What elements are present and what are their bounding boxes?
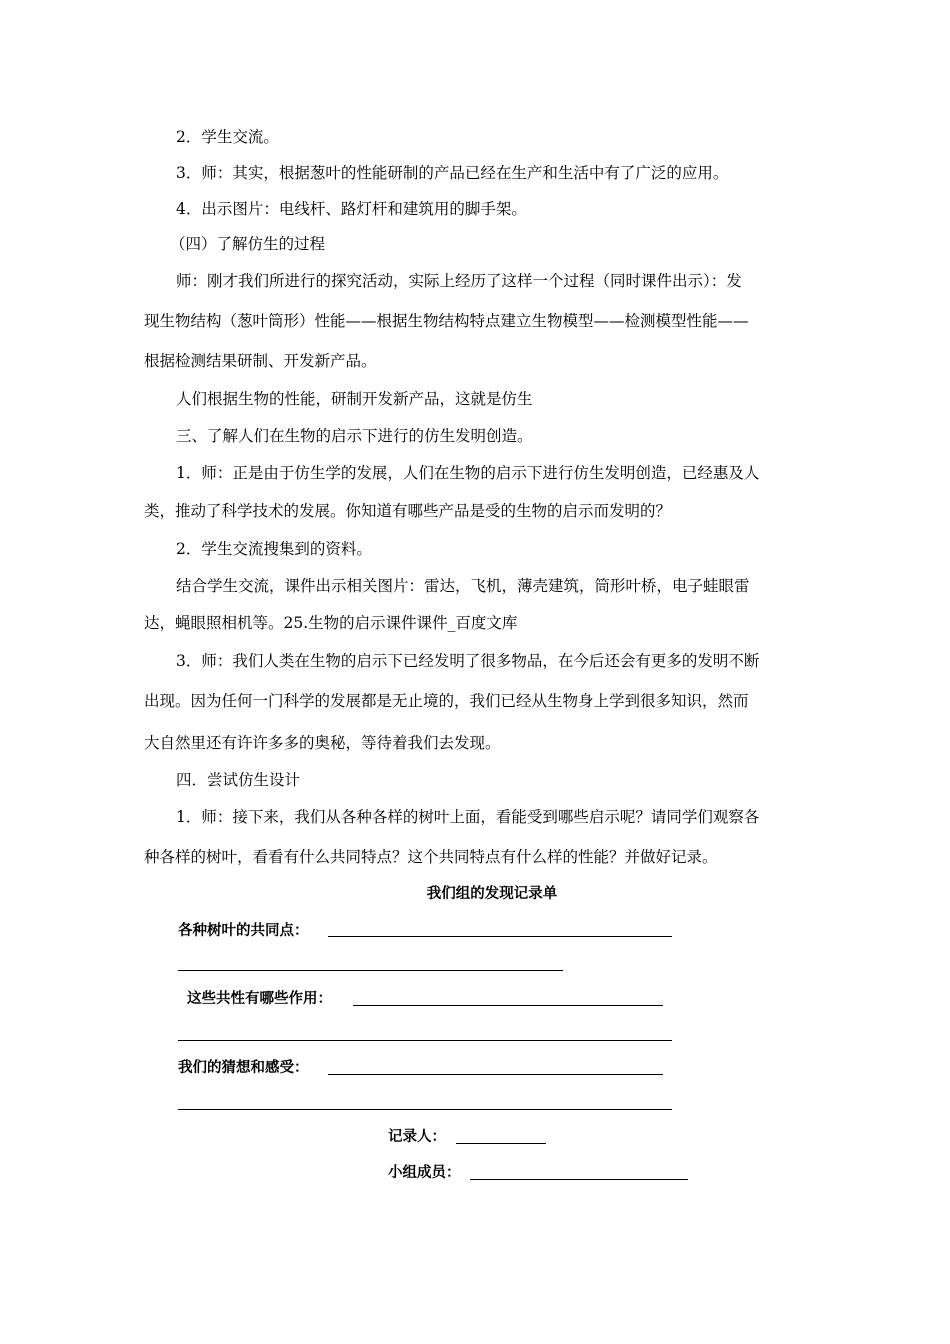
members-field[interactable] xyxy=(470,1179,688,1180)
functions-label: 这些共性有哪些作用： xyxy=(187,991,332,1007)
section-heading-bionic-process: （四）了解仿生的过程 xyxy=(170,235,326,253)
paragraph-teacher-leaves-line1: 1．师：接下来，我们从各种各样的树叶上面，看能受到哪些启示呢？请同学们观察各 xyxy=(176,808,760,826)
functions-field-line2[interactable] xyxy=(178,1040,672,1041)
paragraph-teacher-application: 3．师：其实，根据葱叶的性能研制的产品已经在生产和生活中有了广泛的应用。 xyxy=(176,164,729,182)
paragraph-teacher-inventions-line2: 出现。因为任何一门科学的发展都是无止境的，我们已经从生物身上学到很多知识，然而 xyxy=(144,692,749,710)
guess-field[interactable] xyxy=(328,1074,663,1075)
guess-label: 我们的猜想和感受： xyxy=(178,1060,309,1076)
paragraph-process-line3: 根据检测结果研制、开发新产品。 xyxy=(144,352,377,370)
common-points-field[interactable] xyxy=(328,936,672,937)
members-label: 小组成员： xyxy=(388,1165,461,1181)
paragraph-teacher-bionics-line2: 类，推动了科学技术的发展。你知道有哪些产品是受的生物的启示而发明的？ xyxy=(144,502,672,520)
guess-field-line2[interactable] xyxy=(178,1109,672,1110)
recorder-field[interactable] xyxy=(456,1143,546,1144)
paragraph-student-exchange: 2．学生交流。 xyxy=(176,128,279,146)
paragraph-show-pictures: 4．出示图片：电线杆、路灯杆和建筑用的脚手架。 xyxy=(176,200,527,218)
common-points-label: 各种树叶的共同点： xyxy=(178,923,309,939)
paragraph-courseware-line1: 结合学生交流，课件出示相关图片：雷达，飞机，薄壳建筑，筒形叶桥，电子蛙眼雷 xyxy=(176,577,750,595)
recorder-label: 记录人： xyxy=(388,1129,446,1145)
paragraph-teacher-leaves-line2: 种各样的树叶，看看有什么共同特点？这个共同特点有什么样的性能？并做好记录。 xyxy=(144,848,718,866)
paragraph-bionic-definition: 人们根据生物的性能，研制开发新产品，这就是仿生 xyxy=(176,390,533,408)
paragraph-student-materials: 2．学生交流搜集到的资料。 xyxy=(176,540,372,558)
paragraph-process-line2: 现生物结构（葱叶筒形）性能——根据生物结构特点建立生物模型——检测模型性能—— xyxy=(144,312,749,330)
paragraph-teacher-inventions-line1: 3．师：我们人类在生物的启示下已经发明了很多物品，在今后还会有更多的发明不断 xyxy=(176,652,760,670)
common-points-field-line2[interactable] xyxy=(178,970,563,971)
paragraph-courseware-line2: 达，蝇眼照相机等。25.生物的启示课件课件_百度文库 xyxy=(144,614,518,632)
section-heading-inventions: 三、了解人们在生物的启示下进行的仿生发明创造。 xyxy=(176,427,533,445)
section-heading-bionic-design: 四．尝试仿生设计 xyxy=(176,771,301,789)
paragraph-teacher-inventions-line3: 大自然里还有许许多多的奥秘，等待着我们去发现。 xyxy=(144,734,501,752)
paragraph-process-line1: 师：刚才我们所进行的探究活动，实际上经历了这样一个过程（同时课件出示）：发 xyxy=(176,272,742,290)
record-sheet-title: 我们组的发现记录单 xyxy=(426,886,558,902)
paragraph-teacher-bionics-line1: 1．师：正是由于仿生学的发展，人们在生物的启示下进行仿生发明创造，已经惠及人 xyxy=(176,464,760,482)
functions-field[interactable] xyxy=(353,1005,663,1006)
